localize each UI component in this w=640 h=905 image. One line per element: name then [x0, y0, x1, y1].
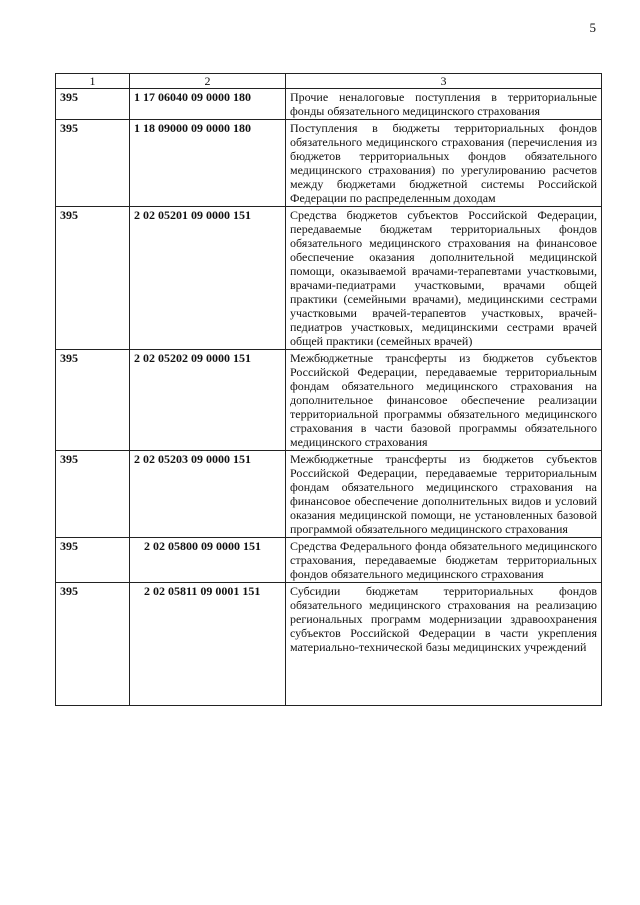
column-header-1: 1	[56, 74, 130, 89]
description-cell: Средства Федерального фонда обязательного медицинского страхования, передаваемые бюджетам территориальных фондов обязательного медицинского страхования	[286, 538, 602, 583]
budget-code-cell: 1 18 09000 09 0000 180	[130, 120, 286, 207]
admin-code-cell: 395	[56, 89, 130, 120]
table-row	[56, 207, 602, 350]
table-row	[56, 350, 602, 451]
table-row	[56, 120, 602, 207]
admin-code-cell: 395	[56, 207, 130, 350]
page-number: 5	[589, 20, 596, 35]
description-cell: Межбюджетные трансферты из бюджетов субъектов Российской Федерации, передаваемые территориальным фондам обязательного медицинского страхования на дополнительное финансовое обеспечение реализации территориальной программы обязательного медицинского страхования в части базовой программы обязательного медицинского страхования	[286, 350, 602, 451]
table-row	[56, 583, 602, 706]
budget-classification-table	[55, 73, 602, 706]
budget-code-cell: 1 17 06040 09 0000 180	[130, 89, 286, 120]
table-row	[56, 538, 602, 583]
description-cell: Поступления в бюджеты территориальных фондов обязательного медицинского страхования (перечисления из бюджетов территориальных фондов обязательного медицинского страхования) по урегулированию расчетов между бюджетами бюджетной системы Российской Федерации по распределенным доходам	[286, 120, 602, 207]
budget-code-cell: 2 02 05203 09 0000 151	[130, 451, 286, 538]
description-cell: Средства бюджетов субъектов Российской Федерации, передаваемые бюджетам территориальных фондов обязательного медицинского страхования на финансовое обеспечение оказания дополнительной медицинской помощи, оказываемой врачами-терапевтами участковыми, врачами-педиатрами участковыми, врачами общей практики (семейными врачами), медицинскими сестрами участковыми врачей-терапевтов участковых, врачей-педиатров участковых, медицинскими сестрами врачей общей практики (семейных врачей)	[286, 207, 602, 350]
admin-code-cell: 395	[56, 350, 130, 451]
admin-code-cell: 395	[56, 583, 130, 706]
admin-code-cell: 395	[56, 120, 130, 207]
admin-code-cell: 395	[56, 538, 130, 583]
description-cell: Прочие неналоговые поступления в территориальные фонды обязательного медицинского страхования	[286, 89, 602, 120]
budget-code-cell: 2 02 05202 09 0000 151	[130, 350, 286, 451]
budget-code-cell: 2 02 05811 09 0001 151	[130, 583, 286, 706]
description-cell: Субсидии бюджетам территориальных фондов обязательного медицинского страхования на реализацию региональных программ модернизации здравоохранения субъектов Российской Федерации в части укрепления материально-технической базы медицинских учреждений	[286, 583, 602, 706]
budget-code-cell: 2 02 05201 09 0000 151	[130, 207, 286, 350]
column-header-3: 3	[286, 74, 602, 89]
column-header-2: 2	[130, 74, 286, 89]
table-header-row	[56, 74, 602, 89]
table-row	[56, 89, 602, 120]
budget-code-cell: 2 02 05800 09 0000 151	[130, 538, 286, 583]
admin-code-cell: 395	[56, 451, 130, 538]
description-cell: Межбюджетные трансферты из бюджетов субъектов Российской Федерации, передаваемые территориальным фондам обязательного медицинского страхования на финансовое обеспечение дополнительных видов и условий оказания медицинской помощи, не установленных базовой программой обязательного медицинского страхования	[286, 451, 602, 538]
table-row	[56, 451, 602, 538]
